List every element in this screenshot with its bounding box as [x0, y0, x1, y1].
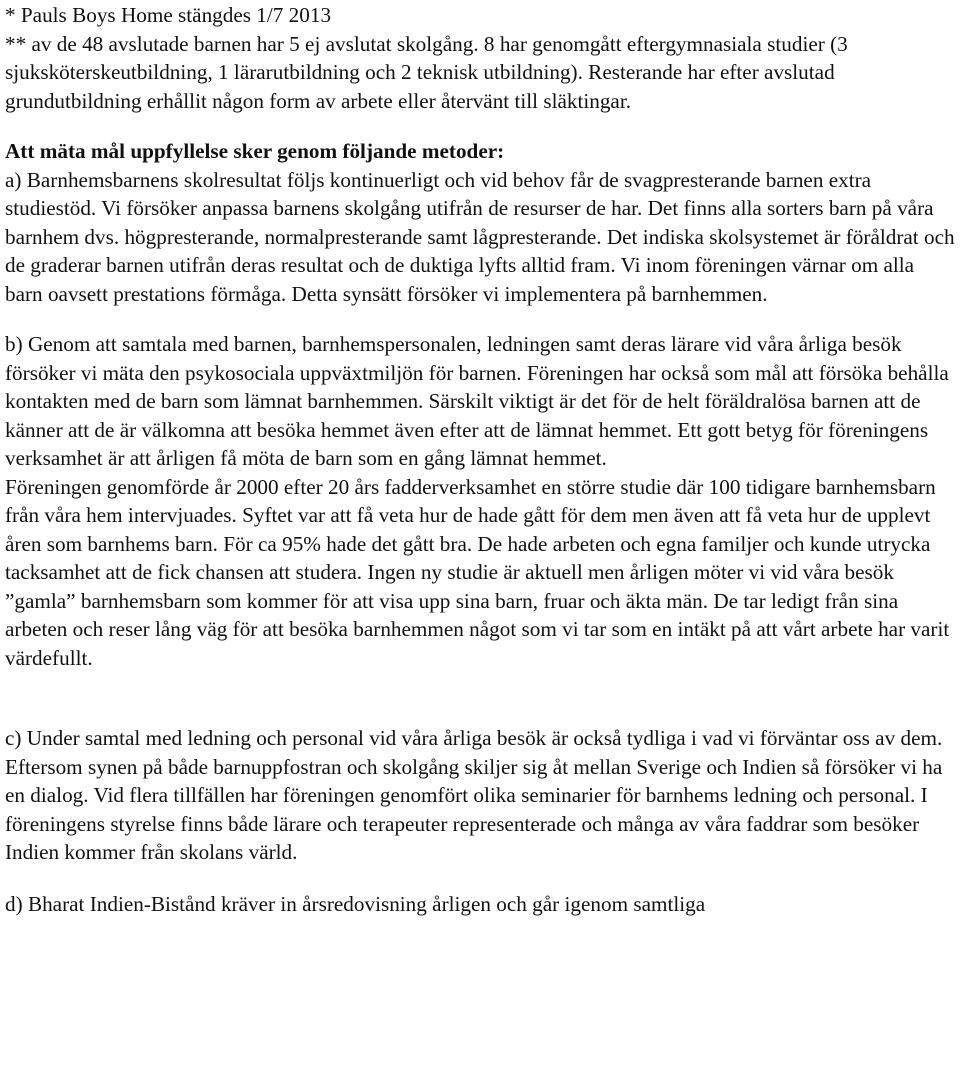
document-page: [5, 1, 955, 918]
paragraph-c: c) Under samtal med ledning och personal vid våra årliga besök är också tydliga i vad vi förväntar oss av dem. Eftersom synen på både barnuppfostran och skolgång skiljer sig åt mellan Sverige och Indien så försöker vi ha en dialog. Vid flera tillfällen har föreningen genomfört olika seminarier för barnhems ledning och personal. I föreningens styrelse finns både lärare och terapeuter representerade och många av våra faddrar som besöker Indien kommer från skolans värld.: [5, 726, 943, 864]
footnote-double-star: ** av de 48 avslutade barnen har 5 ej avslutat skolgång. 8 har genomgått eftergymnasiala studier (3 sjuksköterskeutbildning, 1 lärarutbildning och 2 teknisk utbildning). Resterande har efter avslutad grundutbildning erhållit någon form av arbete eller återvänt till släktingar.: [5, 31, 848, 113]
footnote-single-star: * Pauls Boys Home stängdes 1/7 2013: [5, 3, 332, 27]
spacer: [5, 308, 955, 330]
paragraph-d: d) Bharat Indien-Bistånd kräver in årsredovisning årligen och går igenom samtliga: [5, 891, 706, 916]
paragraph-b: b) Genom att samtala med barnen, barnhemspersonalen, ledningen samt deras lärare vid våra årliga besök försöker vi mäta den psykosociala uppväxtmiljön för barnen. Föreningen har också som mål att försöka behålla kontakten med de barn som lämnat barnhemmen. Särskilt viktigt är det för de helt föräldralösa barnen att de känner att de är välkomna att besöka hemmet även efter att de lämnat hemmet. Ett gott betyg för föreningens verksamhet är att årligen få möta de barn som en gång lämnat hemmet.: [5, 332, 949, 470]
paragraph-a: a) Barnhemsbarnens skolresultat följs kontinuerligt och vid behov får de svagpresterande barnen extra studiestöd. Vi försöker anpassa barnens skolgång utifrån de resurser de har. Det finns alla sorters barn på våra barnhem dvs. högpresterande, normalpresterande samt lågpresterande. Det indiska skolsystemet är föråldrat och de graderar barnen utifrån deras resultat och de duktiga lyfts alltid fram. Vi inom föreningen värnar om alla barn oavsett prestations förmåga. Detta synsätt försöker vi implementera på barnhemmen.: [5, 167, 955, 306]
spacer: [5, 672, 955, 724]
paragraph-b-continued: Föreningen genomförde år 2000 efter 20 års fadderverksamhet en större studie där 100 tidigare barnhemsbarn från våra hem intervjuades. Syftet var att få veta hur de hade gått för dem men även att få veta hur de upplevt åren som barnhems barn. För ca 95% hade det gått bra. De hade arbeten och egna familjer och kunde utrycka tacksamhet att de fick chansen att studera. Ingen ny studie är aktuell men årligen möter vi vid våra besök ”gamla” barnhemsbarn som kommer för att visa upp sina barn, fruar och äkta män. De tar ledigt från sina arbeten och reser lång väg för att besöka barnhemmen något som vi tar som en intäkt på att vårt arbete har varit värdefullt.: [5, 474, 950, 670]
spacer: [5, 115, 955, 137]
spacer: [5, 867, 955, 890]
section-heading: Att mäta mål uppfyllelse sker genom följande metoder:: [5, 139, 505, 163]
